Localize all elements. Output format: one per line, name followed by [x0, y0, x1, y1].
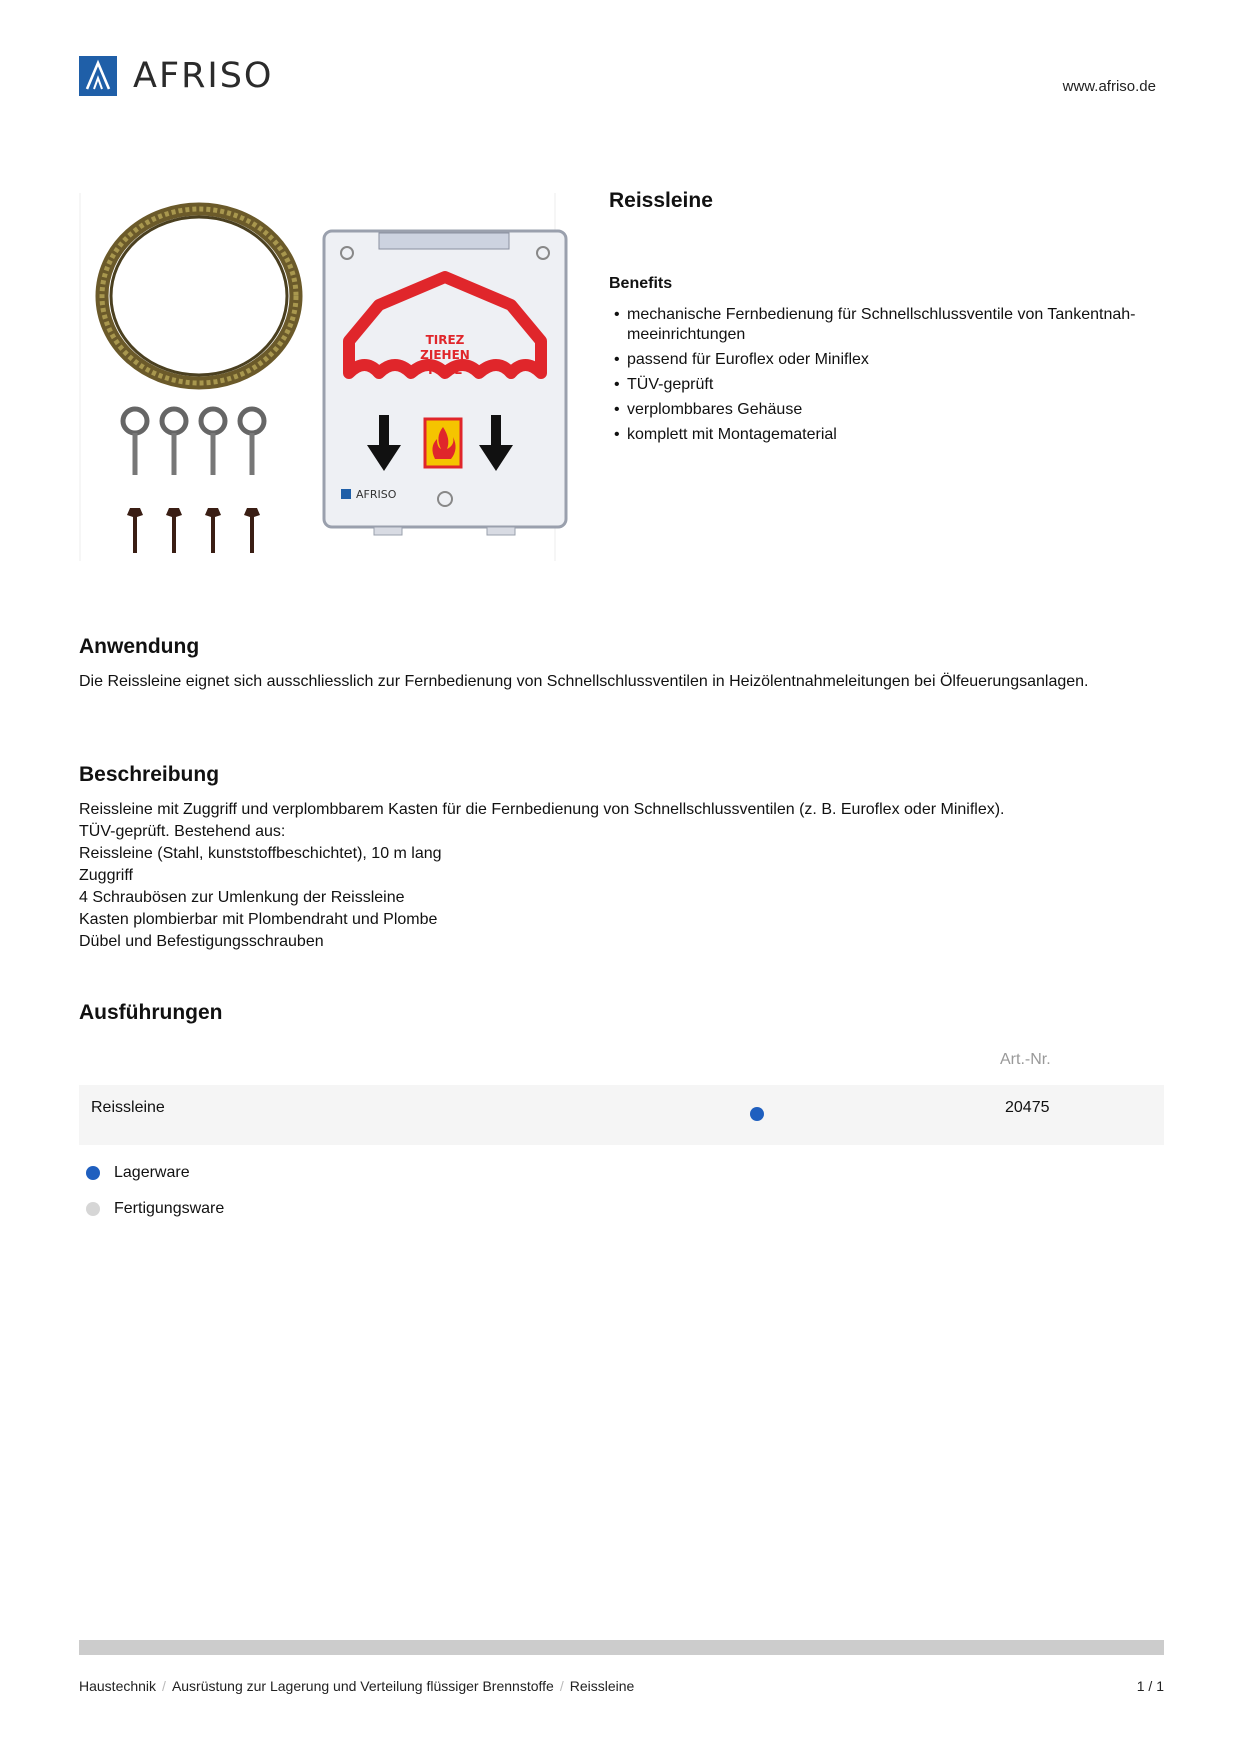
ausfuehrungen-heading: Ausführungen: [79, 1001, 223, 1024]
page-number: 1 / 1: [1136, 1678, 1164, 1694]
description-line: TÜV-geprüft. Bestehend aus:: [79, 823, 286, 840]
description-line: Zuggriff: [79, 867, 133, 884]
variant-name: Reissleine: [91, 1099, 165, 1116]
art-nr-column-header: Art.-Nr.: [1000, 1051, 1051, 1068]
cable-coil: [102, 209, 296, 383]
breadcrumb: [79, 1678, 634, 1694]
variant-art-nr: 20475: [1005, 1099, 1050, 1116]
eye-screws: [123, 409, 264, 475]
product-title: Reissleine: [609, 189, 713, 212]
benefit-item: • mechanische Fernbedienung für Schnellschlussventile von Tankentnah- meeinrichtungen: [611, 305, 1171, 345]
legend-label: Fertigungsware: [114, 1200, 225, 1217]
box-label-3: PULL: [428, 363, 462, 377]
wall-plugs: [127, 508, 260, 553]
benefit-item: • komplett mit Montagematerial: [611, 425, 1171, 445]
legend-item-fertigungsware: [86, 1200, 224, 1218]
breadcrumb-item[interactable]: Haustechnik: [79, 1678, 157, 1694]
description-line: Reissleine mit Zuggriff und verplombbarem Kasten für die Fernbedienung von Schnellschlussventilen (z. B. Euroflex oder Miniflex).: [79, 801, 1005, 818]
lagerware-dot-icon: [86, 1166, 100, 1180]
benefits-list: [611, 305, 1171, 450]
website-url[interactable]: www.afriso.de: [1062, 78, 1156, 95]
benefits-heading: Benefits: [609, 275, 673, 292]
breadcrumb-item[interactable]: Ausrüstung zur Lagerung und Verteilung flüssiger Brennstoffe: [171, 1678, 554, 1694]
description-line: 4 Schraubösen zur Umlenkung der Reissleine: [79, 889, 405, 906]
description-line: Kasten plombierbar mit Plombendraht und Plombe: [79, 911, 438, 928]
beschreibung-heading: Beschreibung: [79, 763, 220, 786]
footer-divider: [79, 1640, 1164, 1655]
box-label-2: ZIEHEN: [420, 348, 470, 362]
beschreibung-text: [79, 799, 1159, 953]
brand-name: AFRISO: [133, 56, 274, 96]
stock-status-dot: [750, 1107, 764, 1121]
anwendung-heading: Anwendung: [79, 635, 200, 658]
description-line: Reissleine (Stahl, kunststoffbeschichtet), 10 m lang: [79, 845, 442, 862]
table-row: [79, 1085, 1164, 1145]
box-brand: AFRISO: [356, 488, 397, 501]
breadcrumb-item[interactable]: Reissleine: [569, 1678, 635, 1694]
box-label-1: TIREZ: [425, 333, 465, 347]
afriso-logo-icon: [79, 56, 117, 96]
product-image: [79, 193, 571, 561]
legend-label: Lagerware: [114, 1164, 190, 1181]
benefit-item: • passend für Euroflex oder Miniflex: [611, 350, 1171, 370]
breadcrumb-separator: /: [559, 1678, 564, 1694]
pull-box: [324, 231, 566, 535]
anwendung-text: Die Reissleine eignet sich ausschliesslich zur Fernbedienung von Schnellschlussventilen in Heizölentnahmeleitungen bei Ölfeuerungsanlagen.: [79, 673, 1089, 690]
breadcrumb-separator: /: [162, 1678, 166, 1694]
benefit-item: • verplombbares Gehäuse: [611, 400, 1171, 420]
fertigungsware-dot-icon: [86, 1202, 100, 1216]
description-line: Dübel und Befestigungsschrauben: [79, 933, 324, 950]
brand-logo: [79, 56, 273, 96]
benefit-item: • TÜV-geprüft: [611, 375, 1171, 395]
legend-item-lagerware: [86, 1164, 190, 1182]
